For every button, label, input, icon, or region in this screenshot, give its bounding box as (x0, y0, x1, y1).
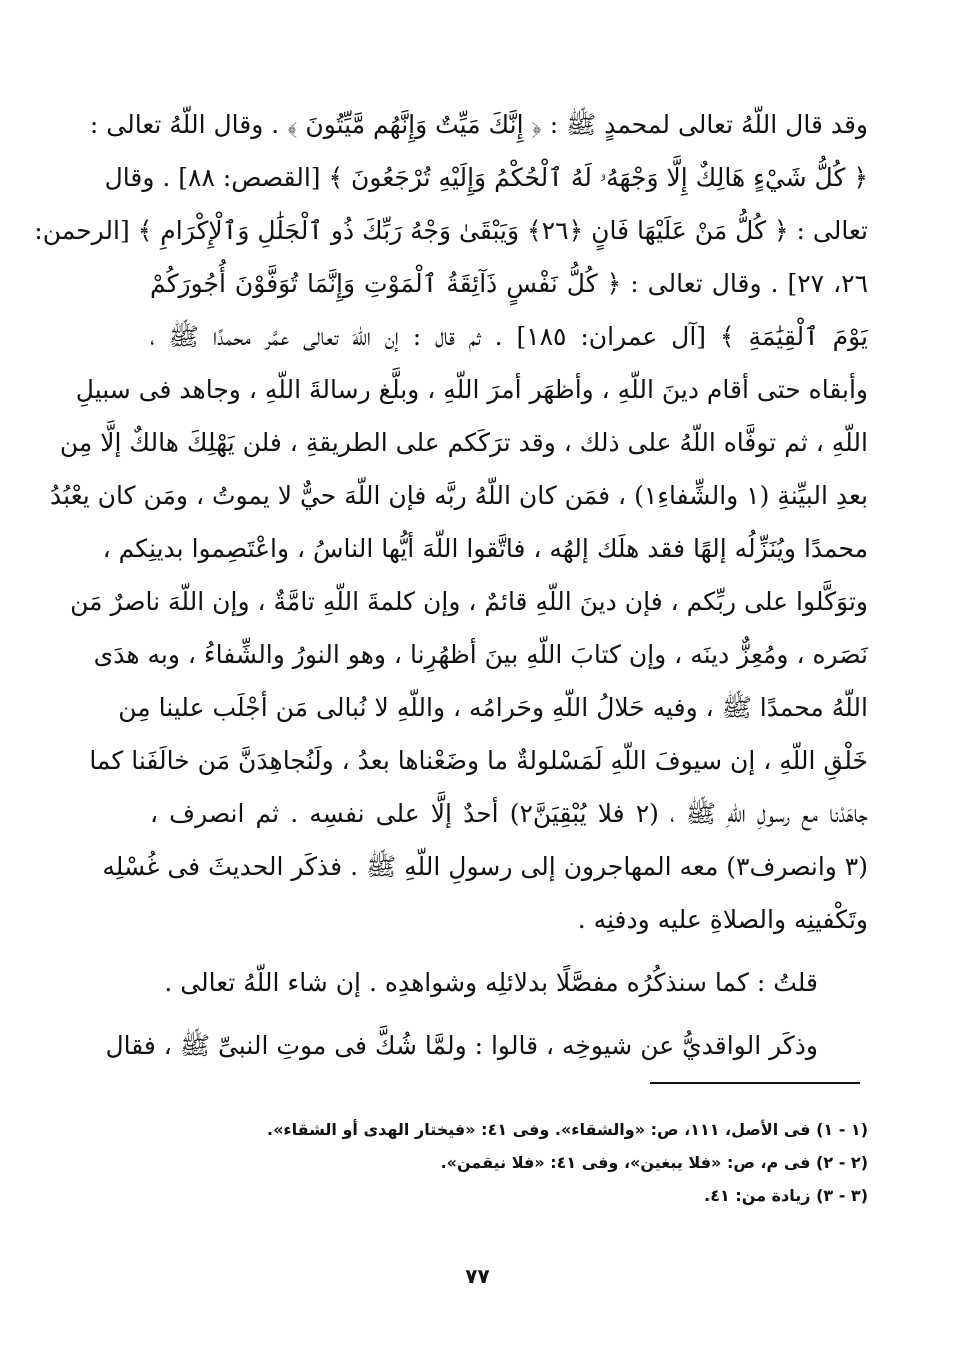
waqidi-paragraph-start: وذكَر الواقديُّ عن شيوخِه ، قالوا : ولمَّا شُكَّ فى موتِ النبىِّ ﷺ ، فقال (105, 1031, 818, 1060)
text-line: اللّهُ محمدًا ﷺ ، وفيه حَلالُ اللّهِ وحَرامُه ، واللّهِ لا نُبالى مَن أجْلَب علينا مِن (118, 693, 868, 722)
text-line: وتَكْفينِه والصلاةِ عليه ودفنِه . (577, 905, 868, 934)
footnotes (150, 1113, 868, 1212)
text-line: خَلْقِ اللّهِ ، إن سيوفَ اللّهِ لَمَسْلولةٌ ما وضَعْناها بعدُ ، ولَنُجاهِدَنَّ مَن خالَفَنا كما (89, 746, 868, 775)
text-line: ٢٦، ٢٧] . وقال تعالى : ﴿ كُلُّ نَفْسٍ ذَآئِقَةُ ٱلْمَوْتِ وَإِنَّمَا تُوَفَّوْنَ أُجُورَكُمْ (150, 269, 868, 298)
page-number: ٧٧ (465, 1264, 490, 1288)
paragraph-gap (150, 946, 868, 956)
text-line: وأبقاه حتى أقام دينَ اللّهِ ، وأظهَر أمرَ اللّهِ ، وبلَّغ رسالةَ اللّهِ ، وجاهد فى سبيلِ (75, 375, 868, 404)
footnote-separator (650, 1082, 860, 1084)
text-line: بعدِ البيِّنةِ (١ والشِّفاءِ١) ، فمَن كان اللّهُ ربَّه فإن اللّهَ حيٌّ لا يموتُ ، ومَن كان يعْبُدُ (50, 481, 868, 510)
text-line: تعالى : ﴿ كُلُّ مَنْ عَلَيْهَا فَانٍ ﴿٢٦﴾ وَيَبْقَىٰ وَجْهُ رَبِّكَ ذُو ٱلْجَلَٰلِ وَٱلْإِكْرَامِ ﴾ [الرحمن: (34, 216, 868, 245)
footnote: (٢ - ٢) فى م، ص: «فلا يبغين»، وفى ٤١: «فلا نيقمن». (440, 1153, 868, 1172)
footnote: (١ - ١) فى الأصل، ١١١، ص: «والشقاء». وفى ٤١: «فيختار الهدى أو الشقاء». (266, 1120, 868, 1139)
text-line: ﴿ كُلُّ شَيْءٍ هَالِكٌ إِلَّا وَجْهَهُۥ لَهُ ٱلْحُكْمُ وَإِلَيْهِ تُرْجَعُونَ ﴾ [القصص: ٨٨] . وقال (104, 163, 868, 192)
text-line: اللّهِ ، ثم توفَّاه اللّهُ على ذلك ، وقد ترَكَكم على الطريقةِ ، فلن يَهْلِكَ هالكٌ إلَّا مِن (59, 428, 868, 457)
text-line: وتوَكَّلوا على ربِّكم ، فإن دينَ اللّهِ قائمٌ ، وإن كلمةَ اللّهِ تامَّةٌ ، وإن اللّهَ ناصرٌ مَن (70, 587, 868, 616)
footnote: (٣ - ٣) زيادة من: ٤١. (704, 1186, 868, 1205)
text-line: وقد قال اللّهُ تعالى لمحمدٍ ﷺ : ﴿ إِنَّكَ مَيِّتٌ وَإِنَّهُم مَّيِّتُونَ ﴾ . وقال اللّهُ تعالى : (89, 110, 868, 139)
qult-paragraph: قلتُ : كما سنذكُرُه مفصَّلًا بدلائلِه وشواهدِه . إن شاء اللّهُ تعالى . (164, 968, 818, 997)
paragraph-gap (150, 1009, 868, 1019)
main-text (34, 98, 869, 1072)
text-line: جاهَدْنا مع رسولِ اللّهِ ﷺ ، (٢ فلا يُبْقِيَنَّ٢) أحدٌ إلَّا على نفسِه . ثم انصرف ، (150, 799, 869, 828)
text-line: نَصَره ، ومُعِزٌّ دينَه ، وإن كتابَ اللّهِ بينَ أظهُرِنا ، وهو النورُ والشِّفاءُ ، وبه هدَى (93, 640, 868, 669)
text-line: يَوْمَ ٱلْقِيَٰمَةِ ﴾ [آل عمران: ١٨٥] . ثم قال : إن اللّهَ تعالى عمَّر محمدًا ﷺ ، (150, 322, 868, 351)
text-line: محمدًا ويُنَزِّلُه إلهًا فقد هلَك إلهُه ، فاتَّقوا اللّهَ أيُّها الناسُ ، واعْتَصِموا بدينِكم ، (102, 534, 868, 563)
text-line: (٣ وانصرف٣) معه المهاجرون إلى رسولِ اللّهِ ﷺ . فذكَر الحديثَ فى غُسْلِه (102, 852, 868, 881)
